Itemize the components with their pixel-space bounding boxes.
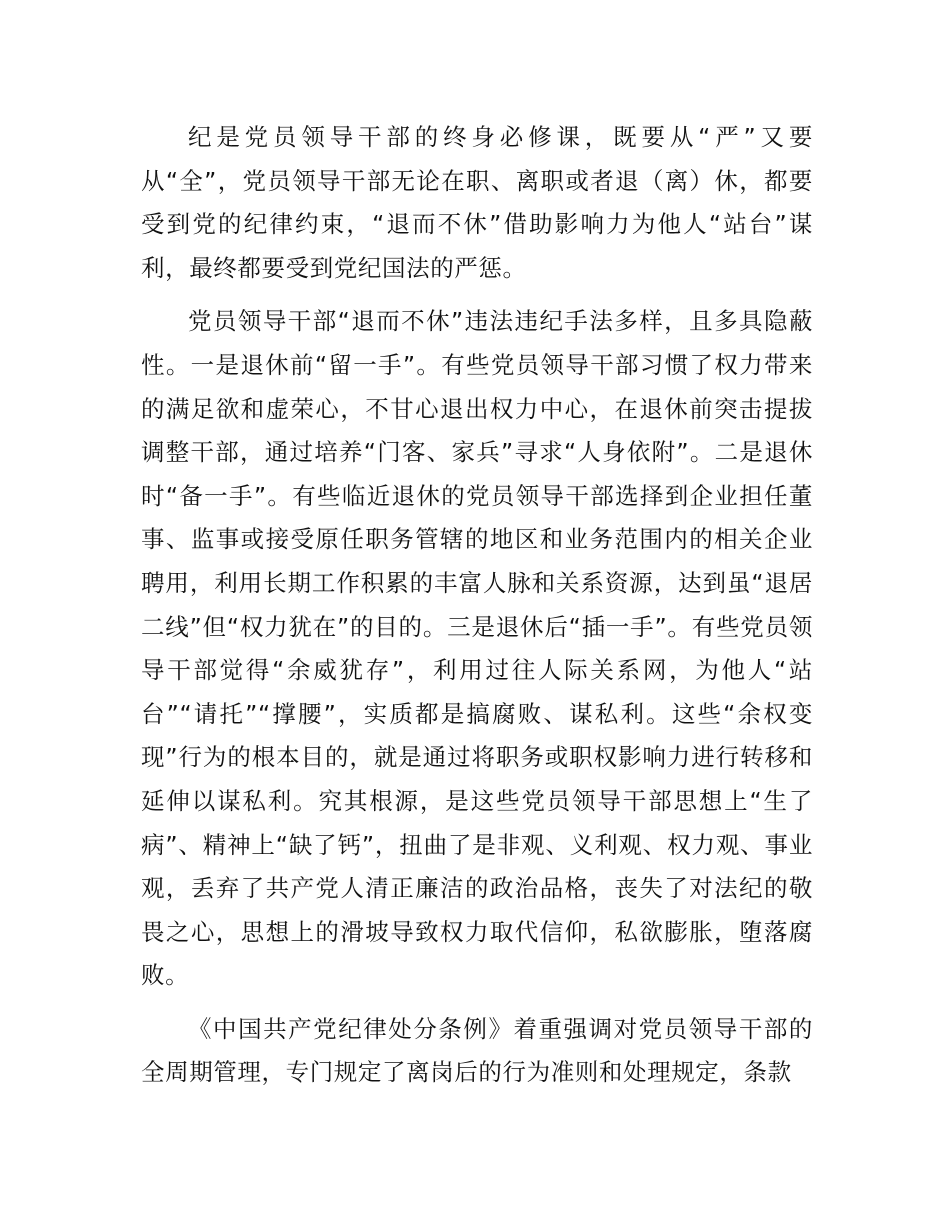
- paragraph-retirement-violations: 党员领导干部“退而不休”违法违纪手法多样，且多具隐蔽性。一是退休前“留一手”。有些党员领导干部习惯了权力带来的满足欲和虚荣心，不甘心退出权力中心，在退休前突击提拔调整干部，通过培养“门客、家兵”寻求“人身依附”。二是退休时“备一手”。有些临近退休的党员领导干部选择到企业担任董事、监事或接受原任职务管辖的地区和业务范围内的相关企业聘用，利用长期工作积累的丰富人脉和关系资源，达到虽“退居二线”但“权力犹在”的目的。三是退休后“插一手”。有些党员领导干部觉得“余威犹存”，利用过往人际关系网，为他人“站台”“请托”“撑腰”，实质都是搞腐败、谋私利。这些“余权变现”行为的根本目的，就是通过将职务或职权影响力进行转移和延伸以谋私利。究其根源，是这些党员领导干部思想上“生了病”、精神上“缺了钙”，扭曲了是非观、义利观、权力观、事业观，丢弃了共产党人清正廉洁的政治品格，丧失了对法纪的敬畏之心，思想上的滑坡导致权力取代信仰，私欲膨胀，堕落腐败。: [141, 307, 813, 990]
- paragraph-regulations: 《中国共产党纪律处分条例》着重强调对党员领导干部的全周期管理，专门规定了离岗后的行为准则和处理规定，条款: [141, 1014, 813, 1087]
- document-body: [141, 116, 813, 1105]
- paragraph-discipline-intro: 纪是党员领导干部的终身必修课，既要从“严”又要从“全”，党员领导干部无论在职、离职或者退（离）休，都要受到党的纪律约束，“退而不休”借助影响力为他人“站台”谋利，最终都要受到党纪国法的严惩。: [141, 123, 813, 282]
